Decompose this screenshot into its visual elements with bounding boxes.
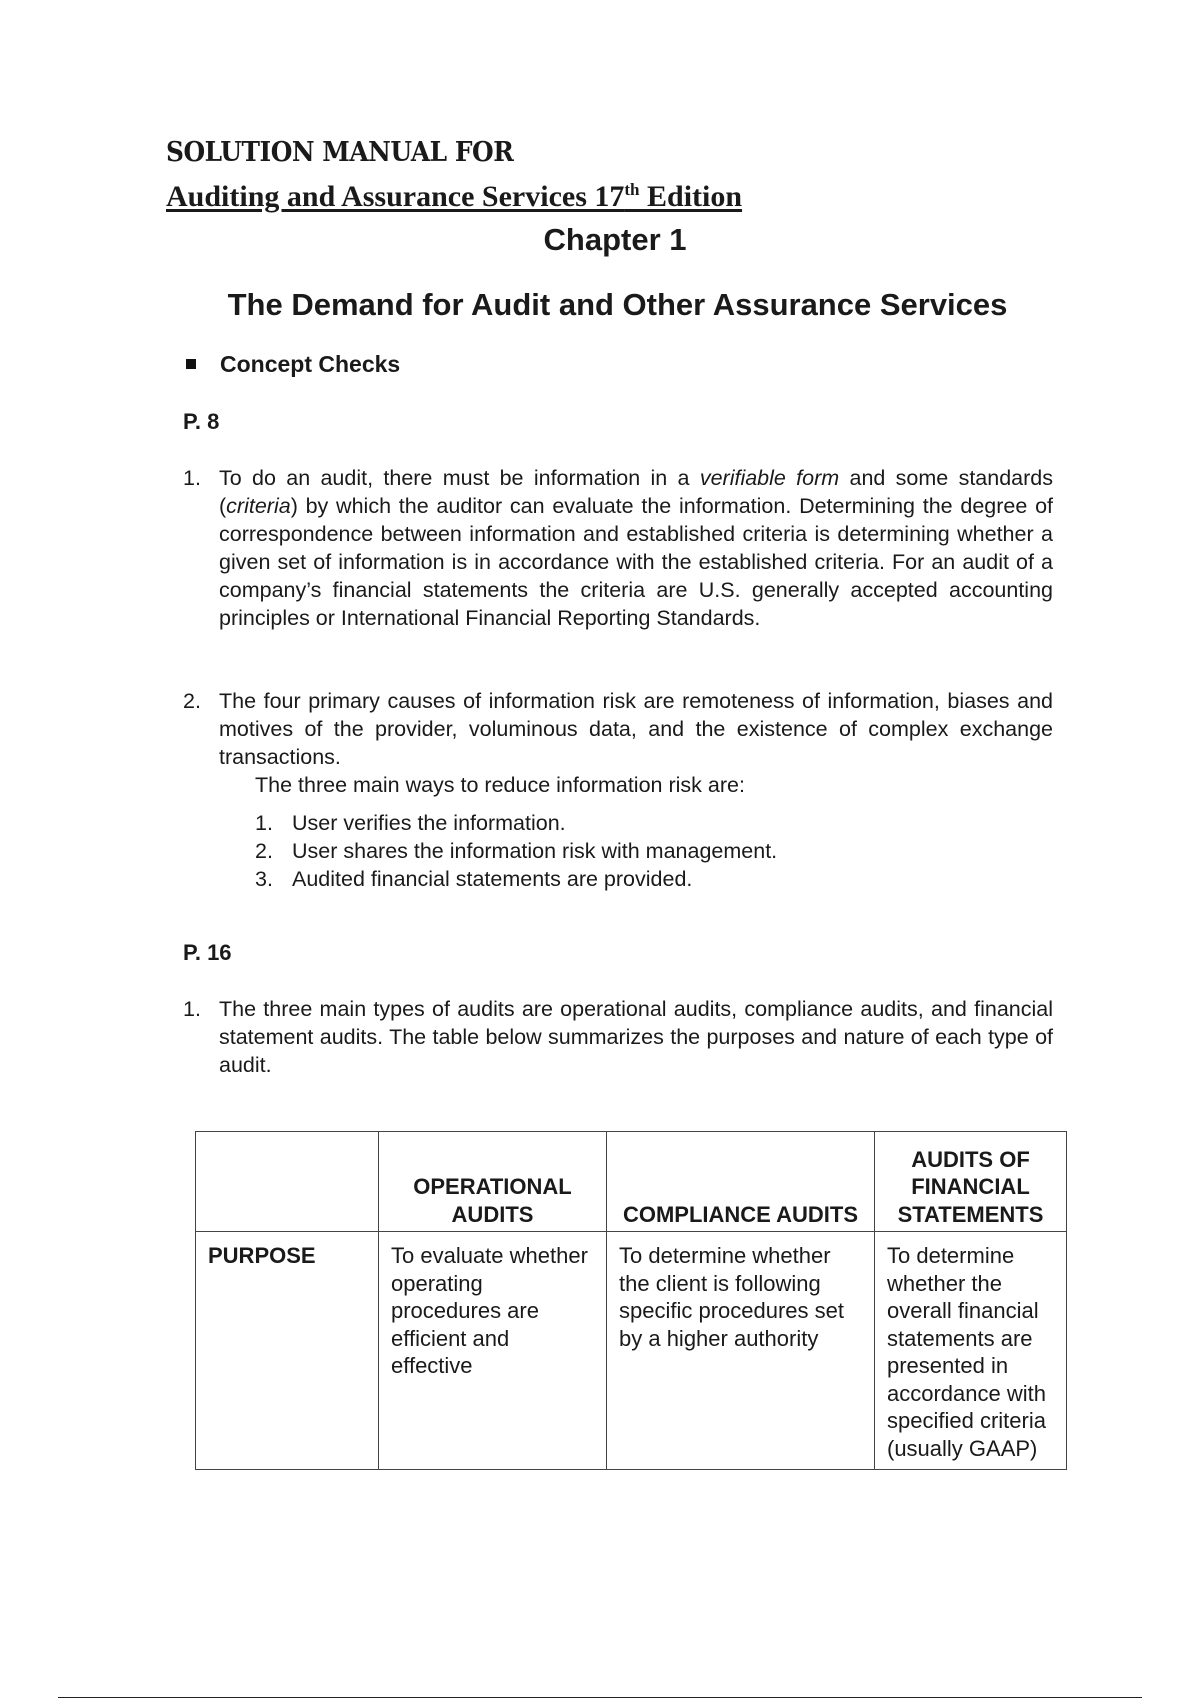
table-header-operational: OPERATIONAL AUDITS: [379, 1132, 607, 1232]
item-text: To do an audit, there must be information in a verifiable form and some standards (criteria) by which the auditor can evaluate the information. Determining the degree of correspondence between information and established criteria is determining whether a given set of information is in accordance with the established criteria. For an audit of a company’s financial statements the criteria are U.S. generally accepted accounting principles or International Financial Reporting Standards.: [219, 466, 1053, 630]
book-title-text: Auditing and Assurance Services 17: [166, 180, 625, 213]
chapter-title: The Demand for Audit and Other Assurance Services: [227, 287, 1008, 322]
sub-list-item: 2. User shares the information risk with management.: [255, 839, 778, 863]
list-item: [183, 464, 1053, 632]
chapter-number: Chapter 1: [543, 222, 687, 257]
table-header-compliance: COMPLIANCE AUDITS: [607, 1132, 875, 1232]
solution-manual-heading: SOLUTION MANUAL FOR: [166, 137, 514, 168]
square-bullet-icon: [186, 359, 196, 369]
item-number: 1.: [183, 997, 201, 1021]
item-number: 1.: [183, 466, 201, 490]
item-text: The four primary causes of information risk are remoteness of information, biases and motives of the provider, voluminous data, and the existence of complex exchange transactions.: [219, 689, 1053, 769]
list-item: [183, 995, 1053, 1079]
table-header-empty: [196, 1132, 379, 1232]
item-number: 2.: [183, 689, 201, 713]
page-ref-p16: P. 16: [183, 940, 232, 965]
sub-list-heading: The three main ways to reduce information risk are:: [255, 773, 745, 797]
book-title-superscript: th: [624, 180, 640, 199]
audit-types-table: [195, 1131, 1067, 1470]
table-header-row: [196, 1132, 1067, 1232]
emphasis-verifiable-form: verifiable form: [699, 466, 840, 490]
book-title: [166, 180, 742, 214]
item-text: The three main types of audits are operational audits, compliance audits, and financial statement audits. The table below summarizes the purposes and nature of each type of audit.: [219, 997, 1053, 1077]
sub-list-item: 1. User verifies the information.: [255, 811, 566, 835]
table-cell: To evaluate whether operating procedures are efficient and effective: [379, 1232, 607, 1470]
footer-divider: [58, 1697, 1142, 1698]
list-item: [183, 687, 1053, 893]
concept-checks-label: Concept Checks: [220, 351, 401, 377]
sub-list-item: 3. Audited financial statements are provided.: [255, 867, 693, 891]
emphasis-criteria: criteria: [226, 494, 291, 518]
concept-checks-heading: [186, 351, 400, 378]
risk-reduction-list: [255, 809, 1053, 893]
table-row: [196, 1232, 1067, 1470]
table-cell: To determine whether the overall financial statements are presented in accordance with specified criteria (usually GAAP): [875, 1232, 1067, 1470]
book-title-tail: Edition: [639, 180, 743, 213]
page-ref-p8: P. 8: [183, 409, 220, 434]
table-row-label: PURPOSE: [196, 1232, 379, 1470]
table-cell: To determine whether the client is following specific procedures set by a higher authority: [607, 1232, 875, 1470]
table-header-financial: AUDITS OF FINANCIAL STATEMENTS: [875, 1132, 1067, 1232]
